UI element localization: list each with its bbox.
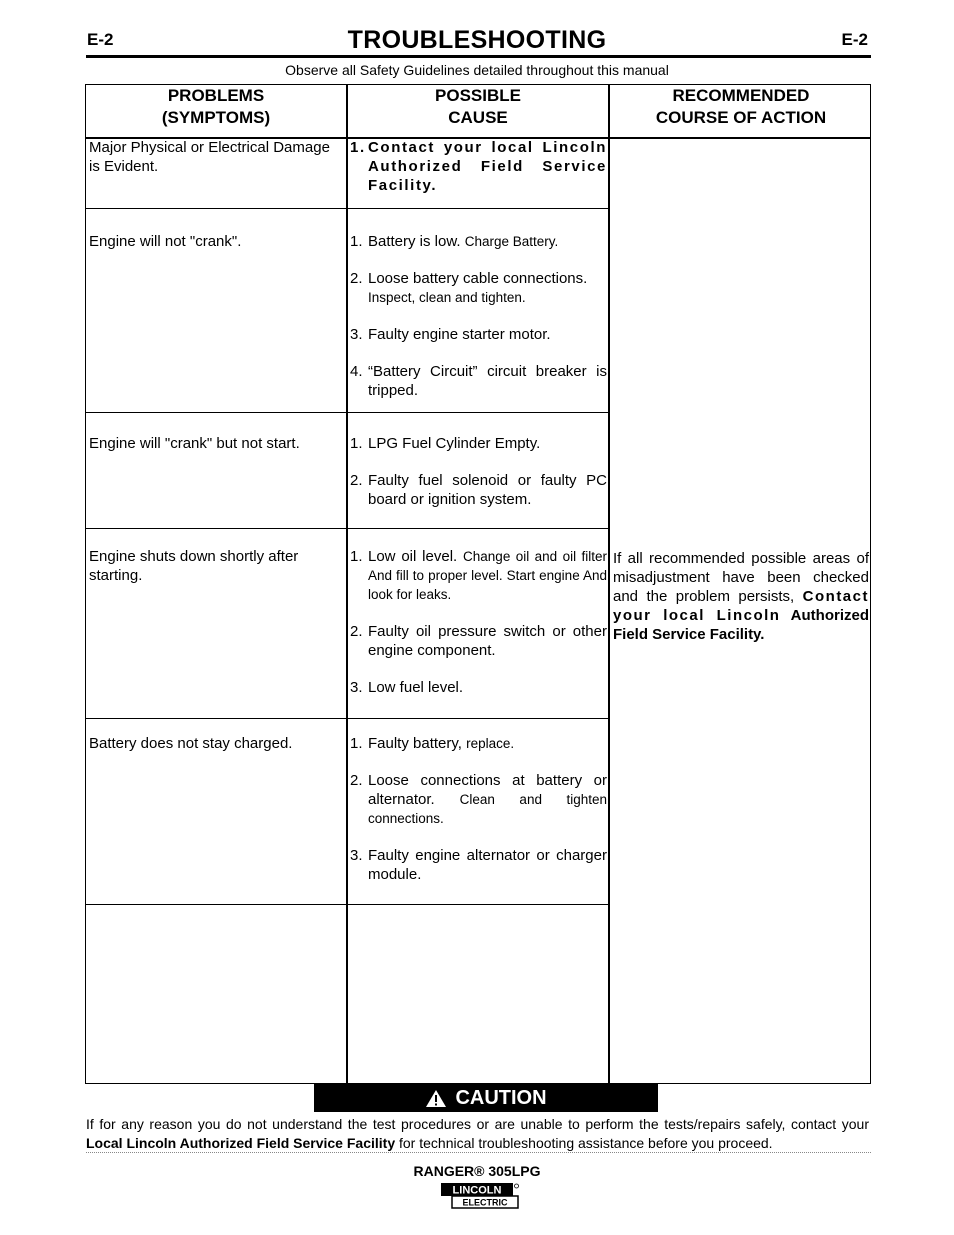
logo-text-bottom: ELECTRIC: [462, 1197, 508, 1208]
cause-text: Battery is low.: [368, 233, 461, 250]
action-text: If all recommended possible areas of misadjustment have been checked and the problem persists,: [613, 550, 869, 605]
cause-list: [350, 138, 607, 213]
column-header-cause: [348, 85, 608, 138]
caution-text-end: for technical troubleshooting assistance before you proceed.: [399, 1135, 773, 1151]
cause-text: Contact your local Lincoln Authorized Field Service Facility.: [368, 139, 607, 194]
cause-text: Faulty fuel solenoid or faulty PC board or ignition system.: [368, 472, 607, 508]
column-header-line: (SYMPTOMS): [161, 108, 271, 127]
cause-text: Loose connections at battery or alternator.: [368, 772, 607, 808]
cause-list: [350, 232, 607, 418]
cause-item: [350, 362, 607, 400]
column-divider: [608, 85, 610, 1083]
cause-item: [350, 471, 607, 509]
problem-text: Engine will not "crank".: [89, 233, 242, 250]
cause-text: Low oil level.: [368, 548, 458, 565]
problem-text: Battery does not stay charged.: [89, 735, 293, 752]
footer-rule: [86, 1152, 871, 1153]
cause-number: 4.: [350, 363, 363, 380]
cause-item: [350, 846, 607, 884]
cause-item: [350, 734, 607, 753]
cause-number: 1.: [350, 139, 366, 156]
cause-text: LPG Fuel Cylinder Empty.: [368, 435, 541, 452]
warning-icon: [425, 1089, 447, 1108]
caution-text: [86, 1115, 869, 1153]
cause-list: [350, 734, 607, 902]
column-header-action: [610, 85, 872, 138]
caution-text-bold: Local Lincoln Authorized Field Service Facility: [86, 1135, 396, 1151]
cause-note: Charge Battery.: [464, 234, 559, 249]
column-header-problems: [86, 85, 346, 138]
cause-number: 2.: [350, 472, 363, 489]
cause-item: [350, 434, 607, 453]
cause-list: [350, 434, 607, 527]
problem-text: Engine will "crank" but not start.: [89, 435, 300, 452]
title-rule: [86, 55, 871, 58]
lincoln-electric-logo: [440, 1182, 520, 1210]
cause-number: 2.: [350, 270, 363, 287]
cause-number: 1.: [350, 435, 363, 452]
model-name: RANGER® 305LPG: [413, 1163, 541, 1179]
cause-item: [350, 622, 607, 660]
page-title: TROUBLESHOOTING: [347, 26, 607, 54]
problem-text: Major Physical or Electrical Damage is Evident.: [89, 139, 330, 175]
caution-text-start: If for any reason you do not understand the test procedures or are unable to perform the tests/repairs safely, contact your: [86, 1116, 869, 1132]
column-header-line: PROBLEMS: [167, 86, 265, 105]
column-divider: [346, 85, 348, 1083]
row-divider: [86, 528, 610, 529]
cause-text: Loose battery cable connections.: [368, 270, 588, 287]
caution-banner: [314, 1084, 658, 1112]
cause-item: [350, 771, 607, 828]
cause-text: Low fuel level.: [368, 679, 464, 696]
cause-number: 3.: [350, 847, 363, 864]
cause-number: 3.: [350, 326, 363, 343]
page-code-right: E-2: [841, 30, 868, 49]
row-divider: [86, 904, 610, 905]
logo-text-top: LINCOLN: [452, 1184, 502, 1197]
cause-item: [350, 269, 607, 307]
problem-text: Engine shuts down shortly after starting.: [89, 548, 299, 584]
row-divider: [86, 718, 610, 719]
cause-text: Faulty engine alternator or charger module.: [368, 847, 607, 883]
cause-item: [350, 678, 607, 697]
cause-text: “Battery Circuit” circuit breaker is tripped.: [368, 363, 607, 399]
cause-text: Faulty battery,: [368, 735, 462, 752]
page-code-left: E-2: [87, 30, 114, 49]
cause-number: 2.: [350, 623, 363, 640]
cause-item: [350, 138, 607, 195]
cause-note: replace.: [466, 736, 515, 751]
column-header-line: POSSIBLE: [435, 86, 521, 105]
cause-item: [350, 232, 607, 251]
recommended-action: [613, 549, 869, 644]
cause-item: [350, 547, 607, 604]
column-header-line: RECOMMENDED: [672, 86, 810, 105]
cause-number: 2.: [350, 772, 363, 789]
cause-number: 1.: [350, 548, 363, 565]
cause-note: Inspect, clean and tighten.: [368, 290, 526, 305]
cause-note: Clean and tighten connections.: [368, 792, 607, 826]
cause-number: 1.: [350, 735, 363, 752]
cause-number: 3.: [350, 679, 363, 696]
cause-text: Faulty oil pressure switch or other engine component.: [368, 623, 607, 659]
cause-item: [350, 325, 607, 344]
action-contact: Contact your local Lincoln: [613, 588, 869, 624]
cause-text: Faulty engine starter motor.: [368, 326, 551, 343]
cause-list: [350, 547, 607, 715]
troubleshooting-table: [85, 84, 871, 1084]
column-header-line: COURSE OF ACTION: [655, 108, 827, 127]
caution-label: CAUTION: [455, 1086, 547, 1109]
cause-note: Change oil and oil filter And fill to proper level. Start engine And look for leaks.: [368, 549, 607, 602]
column-header-line: CAUSE: [448, 108, 508, 127]
safety-note: Observe all Safety Guidelines detailed throughout this manual: [285, 62, 669, 78]
action-facility: Authorized Field Service Facility.: [613, 607, 869, 643]
cause-number: 1.: [350, 233, 363, 250]
